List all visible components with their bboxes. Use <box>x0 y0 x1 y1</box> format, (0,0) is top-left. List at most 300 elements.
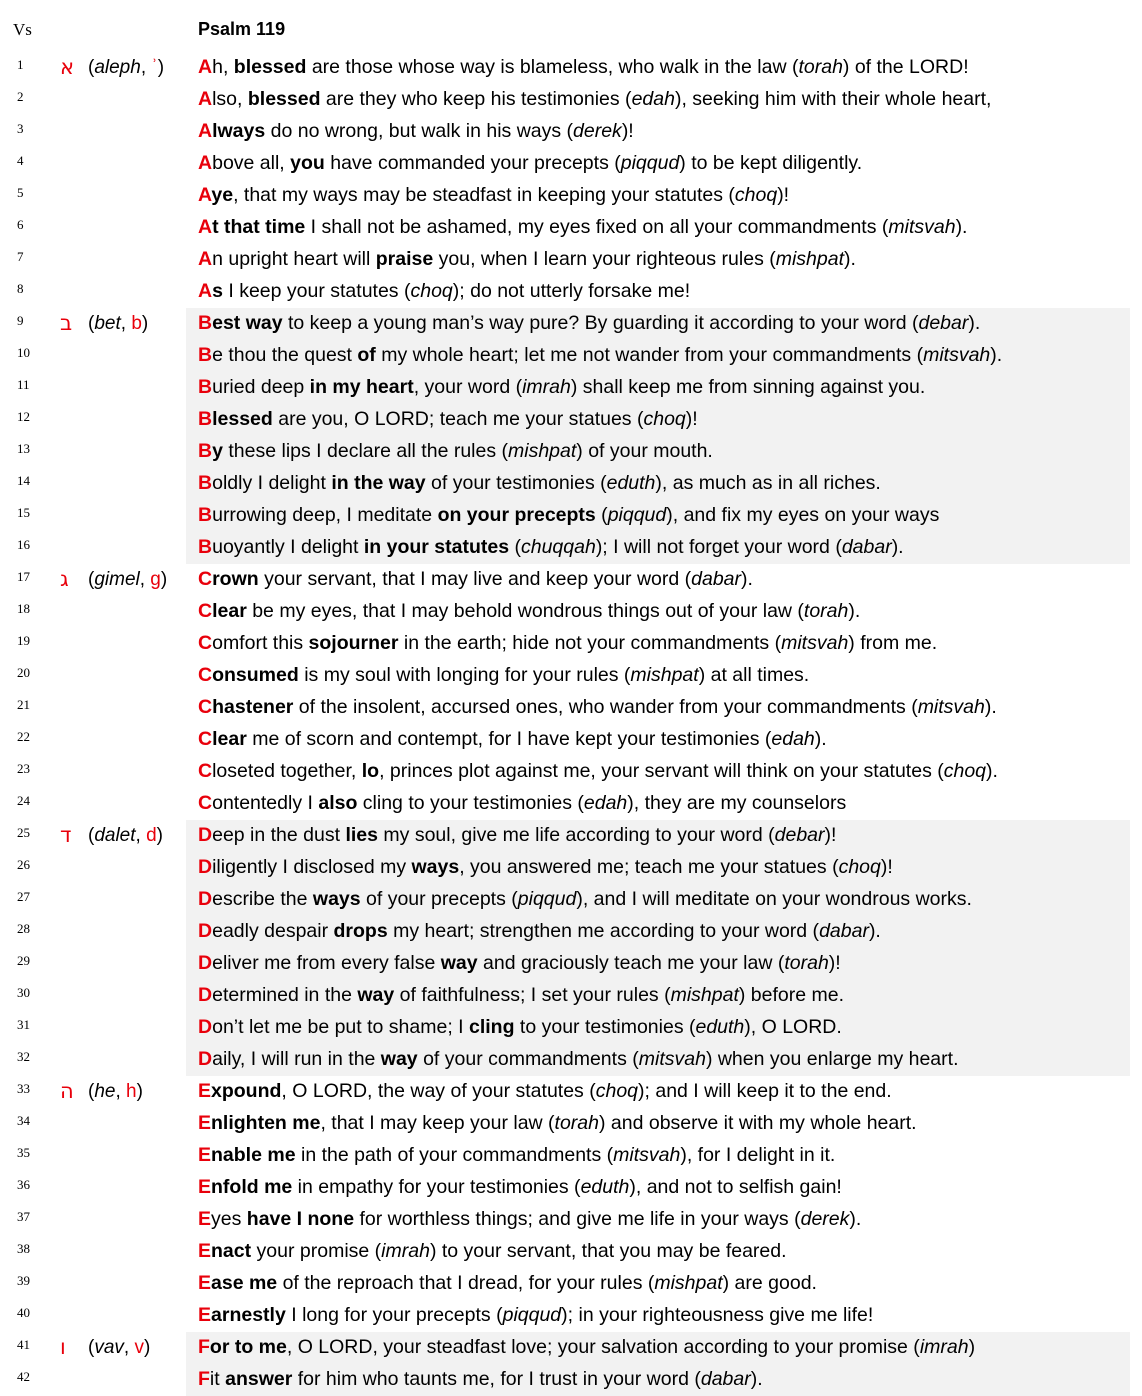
verse-segment: ). <box>984 696 997 718</box>
emphasis-text: of <box>357 344 376 366</box>
verse-segment: ) at all times. <box>698 664 810 686</box>
initial-letter: C <box>198 696 213 718</box>
hebrew-term: choq <box>838 856 881 878</box>
verse-number: 40 <box>17 1305 30 1320</box>
verse-row <box>0 500 1142 532</box>
hebrew-letter: ב <box>60 311 73 335</box>
verse-column-header: Vs <box>13 20 32 39</box>
verse-number: 19 <box>17 633 30 648</box>
verse-segment: n upright heart will <box>212 248 376 270</box>
hebrew-term: dabar <box>841 536 892 558</box>
verse-segment: ), O LORD. <box>744 1016 842 1038</box>
verse-segment: of your precepts ( <box>360 888 518 910</box>
verse-segment: ); and I will keep it to the end. <box>638 1080 892 1102</box>
emphasis-text: xpound <box>211 1080 282 1102</box>
initial-letter: D <box>198 1048 213 1070</box>
verse-segment: ), and fix my eyes on your ways <box>666 504 940 526</box>
hebrew-term: eduth <box>580 1176 630 1198</box>
verse-text <box>198 376 925 399</box>
verse-segment: uried deep <box>212 376 310 398</box>
verse-segment: e thou the quest <box>212 344 358 366</box>
emphasis-text: have I none <box>246 1208 355 1230</box>
emphasis-text: cling <box>468 1016 515 1038</box>
hebrew-term: torah <box>784 952 829 974</box>
hebrew-term: dabar <box>700 1368 751 1390</box>
hebrew-term: imrah <box>919 1336 969 1358</box>
verse-number: 20 <box>17 665 30 680</box>
verse-row <box>0 148 1142 180</box>
verse-number: 7 <box>17 249 24 264</box>
emphasis-text: blessed <box>233 56 307 78</box>
verse-segment: ); in your righteousness give me life! <box>561 1304 874 1326</box>
verse-segment: of your testimonies ( <box>425 472 607 494</box>
initial-letter: A <box>198 184 212 206</box>
verse-text <box>198 280 690 303</box>
initial-letter: E <box>198 1304 212 1326</box>
verse-text <box>198 1208 861 1231</box>
letter-name: bet <box>94 313 121 334</box>
verse-number: 2 <box>17 89 24 104</box>
hebrew-term: torah <box>798 56 843 78</box>
hebrew-term: mishpat <box>654 1272 723 1294</box>
verse-row <box>0 756 1142 788</box>
verse-text <box>198 856 893 879</box>
hebrew-letter: ה <box>60 1079 74 1103</box>
verse-text <box>198 600 860 623</box>
verse-segment: omfort this <box>212 632 309 654</box>
initial-letter: A <box>198 216 213 238</box>
verse-segment: loseted together, <box>212 760 362 782</box>
verse-number: 30 <box>17 985 30 1000</box>
verse-segment: ) are good. <box>722 1272 817 1294</box>
initial-letter: B <box>198 504 213 526</box>
verse-row <box>0 1044 1142 1076</box>
verse-text <box>198 1368 763 1391</box>
verse-row <box>0 852 1142 884</box>
verse-number: 17 <box>17 569 30 584</box>
letter-sound: d <box>146 825 157 846</box>
initial-letter: A <box>198 88 213 110</box>
verse-number: 12 <box>17 409 30 424</box>
verse-number: 39 <box>17 1273 30 1288</box>
verse-row <box>0 628 1142 660</box>
verse-segment: I long for your precepts ( <box>285 1304 503 1326</box>
verse-text <box>198 440 713 463</box>
verse-segment: these lips I declare all the rules ( <box>222 440 509 462</box>
verse-row <box>0 404 1142 436</box>
letter-transliteration: (dalet, d) <box>88 825 163 846</box>
verse-row <box>0 532 1142 564</box>
verse-segment: aily, I will run in the <box>212 1048 381 1070</box>
emphasis-text: arnestly <box>211 1304 286 1326</box>
verse-segment: have commanded your precepts ( <box>324 152 621 174</box>
emphasis-text: nlighten me <box>211 1112 321 1134</box>
verse-row <box>0 1012 1142 1044</box>
hebrew-letter: ו <box>60 1335 66 1359</box>
verse-number: 34 <box>17 1113 30 1128</box>
initial-letter: D <box>198 984 213 1006</box>
verse-segment: ) of your mouth. <box>576 440 713 462</box>
emphasis-text: blessed <box>247 88 321 110</box>
verse-number: 6 <box>17 217 24 232</box>
verse-segment: it <box>209 1368 226 1390</box>
verse-segment: ). <box>968 312 981 334</box>
verse-row <box>0 436 1142 468</box>
hebrew-letter: ג <box>60 567 69 591</box>
verse-text <box>198 1240 787 1263</box>
emphasis-text: lies <box>345 824 378 846</box>
verse-segment: etermined in the <box>212 984 358 1006</box>
verse-segment: ). <box>986 760 998 782</box>
verse-number: 4 <box>17 153 24 168</box>
verse-segment: ), and not to selfish gain! <box>629 1176 842 1198</box>
verse-text <box>198 184 789 207</box>
verse-text <box>198 920 881 943</box>
verse-number: 33 <box>17 1081 30 1096</box>
verse-row <box>0 1364 1142 1396</box>
verse-text <box>198 824 836 847</box>
verse-text <box>198 760 998 783</box>
hebrew-term: choq <box>410 280 453 302</box>
verse-text <box>198 1336 975 1359</box>
verse-segment: ontentedly I <box>212 792 319 814</box>
verse-text <box>198 1304 873 1327</box>
verse-number: 22 <box>17 729 30 744</box>
initial-letter: C <box>198 568 213 590</box>
table-header <box>0 0 1142 58</box>
verse-segment: ) to your servant, that you may be feared. <box>429 1240 787 1262</box>
hebrew-letter: א <box>60 55 75 79</box>
initial-letter: C <box>198 632 213 654</box>
verse-text <box>198 88 991 111</box>
initial-letter: C <box>198 760 213 782</box>
verse-row <box>0 724 1142 756</box>
verse-text <box>198 1080 892 1103</box>
hebrew-term: derek <box>800 1208 850 1230</box>
verse-segment: ), as much as in all riches. <box>655 472 881 494</box>
hebrew-term: eduth <box>606 472 656 494</box>
verse-row <box>0 308 1142 340</box>
verse-text <box>198 1144 835 1167</box>
verse-segment: ( <box>595 504 608 526</box>
initial-letter: B <box>198 472 213 494</box>
hebrew-term: mitsvah <box>923 344 991 366</box>
emphasis-text: t that time <box>212 216 306 238</box>
emphasis-text: sojourner <box>308 632 399 654</box>
verse-segment: , that my ways may be steadfast in keeping your statutes ( <box>233 184 735 206</box>
verse-number: 21 <box>17 697 30 712</box>
verse-segment: )! <box>828 952 841 974</box>
initial-letter: E <box>198 1176 212 1198</box>
verse-text <box>198 1112 917 1135</box>
verse-segment: , O LORD, the way of your statutes ( <box>281 1080 596 1102</box>
verse-segment: ) shall keep me from sinning against you. <box>570 376 926 398</box>
verse-row <box>0 1108 1142 1140</box>
verse-text <box>198 888 972 911</box>
verse-text <box>198 696 997 719</box>
verse-segment: of the reproach that I dread, for your rules ( <box>277 1272 655 1294</box>
verse-segment: do no wrong, but walk in his ways ( <box>265 120 574 142</box>
verse-segment: I shall not be ashamed, my eyes fixed on all your commandments ( <box>305 216 889 238</box>
letter-sound: g <box>150 569 161 590</box>
verse-segment: , you answered me; teach me your statues ( <box>459 856 839 878</box>
initial-letter: B <box>198 408 213 430</box>
verse-segment: )! <box>777 184 790 206</box>
verse-segment: to your testimonies ( <box>514 1016 696 1038</box>
verse-segment: , O LORD, your steadfast love; your salvation according to your promise ( <box>286 1336 920 1358</box>
verse-number: 8 <box>17 281 24 296</box>
verse-segment: ) before me. <box>738 984 845 1006</box>
hebrew-term: mitsvah <box>888 216 956 238</box>
hebrew-term: piqqud <box>502 1304 562 1326</box>
verse-number: 29 <box>17 953 30 968</box>
hebrew-term: piqqud <box>607 504 667 526</box>
letter-transliteration: (vav, v) <box>88 1337 151 1358</box>
verse-text <box>198 1176 842 1199</box>
verse-segment: eep in the dust <box>212 824 346 846</box>
verse-number: 28 <box>17 921 30 936</box>
initial-letter: D <box>198 888 213 910</box>
verse-segment: urrowing deep, I meditate <box>212 504 438 526</box>
verse-row <box>0 340 1142 372</box>
hebrew-term: imrah <box>522 376 571 398</box>
initial-letter: E <box>198 1112 212 1134</box>
emphasis-text: nable me <box>211 1144 296 1166</box>
initial-letter: C <box>198 664 213 686</box>
verse-segment: , that I may keep your law ( <box>320 1112 555 1134</box>
verse-segment: is my soul with longing for your rules ( <box>298 664 631 686</box>
verse-segment: ). <box>848 600 861 622</box>
initial-letter: B <box>198 376 213 398</box>
verse-segment: of faithfulness; I set your rules ( <box>394 984 671 1006</box>
initial-letter: E <box>198 1272 212 1294</box>
verse-segment: eadly despair <box>212 920 334 942</box>
verse-number: 3 <box>17 121 24 136</box>
emphasis-text: you <box>290 152 325 174</box>
hebrew-term: debar <box>918 312 969 334</box>
hebrew-term: mishpat <box>670 984 739 1006</box>
emphasis-text: in my heart <box>309 376 414 398</box>
letter-transliteration: (aleph, ʾ) <box>88 57 165 78</box>
letter-sound: h <box>126 1081 137 1102</box>
verse-segment: uoyantly I delight <box>212 536 364 558</box>
emphasis-text: also <box>318 792 358 814</box>
verse-number: 26 <box>17 857 30 872</box>
verse-text <box>198 728 827 751</box>
verse-segment: my heart; strengthen me according to your word ( <box>387 920 820 942</box>
verse-row <box>0 1236 1142 1268</box>
hebrew-term: edah <box>631 88 675 110</box>
verse-row <box>0 468 1142 500</box>
verse-text <box>198 1016 842 1039</box>
emphasis-text: in the way <box>331 472 426 494</box>
hebrew-term: dabar <box>691 568 742 590</box>
verse-row <box>0 1172 1142 1204</box>
hebrew-term: torah <box>803 600 849 622</box>
initial-letter: D <box>198 824 213 846</box>
verse-segment: are they who keep his testimonies ( <box>320 88 632 110</box>
hebrew-term: edah <box>583 792 628 814</box>
verse-number: 41 <box>17 1337 30 1352</box>
verse-segment: ) to be kept diligently. <box>679 152 863 174</box>
verse-segment: )! <box>824 824 837 846</box>
verse-segment: )! <box>880 856 893 878</box>
verse-segment: you, when I learn your righteous rules ( <box>433 248 776 270</box>
hebrew-term: torah <box>554 1112 599 1134</box>
verse-row <box>0 244 1142 276</box>
verse-number: 10 <box>17 345 30 360</box>
verse-number: 16 <box>17 537 30 552</box>
hebrew-term: mitsvah <box>638 1048 706 1070</box>
initial-letter: E <box>198 1144 212 1166</box>
initial-letter: C <box>198 728 213 750</box>
verse-text <box>198 792 846 815</box>
verse-segment: oldly I delight <box>212 472 332 494</box>
verse-number: 31 <box>17 1017 30 1032</box>
emphasis-text: ase me <box>211 1272 278 1294</box>
verse-segment: ) of the LORD! <box>842 56 969 78</box>
hebrew-term: eduth <box>695 1016 745 1038</box>
hebrew-term: mitsvah <box>613 1144 681 1166</box>
initial-letter: A <box>198 152 213 174</box>
verse-segment: ). <box>868 920 881 942</box>
emphasis-text: drops <box>333 920 388 942</box>
hebrew-term: derek <box>573 120 622 142</box>
verse-number: 14 <box>17 473 30 488</box>
emphasis-text: on your precepts <box>437 504 596 526</box>
initial-letter: E <box>198 1080 212 1102</box>
verse-segment: eliver me from every false <box>212 952 441 974</box>
verse-segment: and graciously teach me your law ( <box>477 952 785 974</box>
verse-segment: , princes plot against me, your servant will think on your statutes ( <box>379 760 944 782</box>
verse-segment: are you, O LORD; teach me your statues ( <box>272 408 644 430</box>
verse-segment: )! <box>685 408 698 430</box>
verse-text <box>198 248 856 271</box>
hebrew-term: choq <box>734 184 778 206</box>
initial-letter: C <box>198 792 213 814</box>
verse-segment: in the path of your commandments ( <box>295 1144 614 1166</box>
hebrew-term: mitsvah <box>917 696 985 718</box>
emphasis-text: ways <box>312 888 361 910</box>
verse-number: 35 <box>17 1145 30 1160</box>
verse-segment: of your commandments ( <box>417 1048 639 1070</box>
verse-segment: ). <box>750 1368 763 1390</box>
verse-segment: your promise ( <box>251 1240 382 1262</box>
verse-segment: me of scorn and contempt, for I have kept your testimonies ( <box>246 728 772 750</box>
verse-row <box>0 660 1142 692</box>
letter-sound: ʾ <box>151 57 158 78</box>
verse-segment: are those whose way is blameless, who walk in the law ( <box>306 56 799 78</box>
hebrew-term: choq <box>643 408 686 430</box>
verse-number: 13 <box>17 441 30 456</box>
verse-segment: , your word ( <box>413 376 523 398</box>
verse-segment: ), and I will meditate on your wondrous works. <box>576 888 972 910</box>
page-title: Psalm 119 <box>198 19 286 39</box>
hebrew-term: mitsvah <box>781 632 849 654</box>
verse-text <box>198 216 967 239</box>
verse-segment: ). <box>814 728 827 750</box>
verse-text <box>198 568 753 591</box>
verse-row <box>0 980 1142 1012</box>
verse-text <box>198 504 939 527</box>
verse-text <box>198 312 980 335</box>
verse-row <box>0 276 1142 308</box>
verse-segment: ), seeking him with their whole heart, <box>674 88 992 110</box>
emphasis-text: y <box>212 440 223 462</box>
verse-segment: ); I will not forget your word ( <box>595 536 842 558</box>
emphasis-text: rown <box>212 568 259 590</box>
initial-letter: B <box>198 440 213 462</box>
verse-row <box>0 180 1142 212</box>
verse-number: 27 <box>17 889 30 904</box>
verse-segment: ); do not utterly forsake me! <box>452 280 691 302</box>
verse-segment: ) and observe it with my whole heart. <box>599 1112 917 1134</box>
initial-letter: E <box>198 1208 212 1230</box>
emphasis-text: praise <box>375 248 434 270</box>
hebrew-term: choq <box>943 760 987 782</box>
hebrew-term: chuqqah <box>520 536 596 558</box>
verse-segment: for him who taunts me, for I trust in your word ( <box>292 1368 701 1390</box>
letter-transliteration: (bet, b) <box>88 313 149 334</box>
verse-row <box>0 52 1142 84</box>
verse-row <box>0 596 1142 628</box>
verse-number: 25 <box>17 825 30 840</box>
emphasis-text: lessed <box>212 408 273 430</box>
verse-row <box>0 1204 1142 1236</box>
initial-letter: D <box>198 1016 213 1038</box>
verse-segment: I keep your statutes ( <box>222 280 411 302</box>
verse-row <box>0 1300 1142 1332</box>
initial-letter: A <box>198 56 213 78</box>
verse-text <box>198 472 881 495</box>
emphasis-text: way <box>357 984 395 1006</box>
verse-segment: h, <box>212 56 234 78</box>
letter-sound: b <box>131 313 142 334</box>
initial-letter: F <box>198 1368 210 1390</box>
hebrew-term: mishpat <box>630 664 699 686</box>
verse-number: 37 <box>17 1209 30 1224</box>
verse-row <box>0 372 1142 404</box>
verse-segment: to keep a young man’s way pure? By guarding it according to your word ( <box>282 312 919 334</box>
emphasis-text: lear <box>212 600 247 622</box>
verse-segment: of the insolent, accursed ones, who wander from your commandments ( <box>293 696 918 718</box>
verse-row <box>0 884 1142 916</box>
hebrew-letter: ד <box>60 823 72 847</box>
verse-number: 36 <box>17 1177 30 1192</box>
verse-row <box>0 1140 1142 1172</box>
verse-segment: in empathy for your testimonies ( <box>292 1176 581 1198</box>
verse-text <box>198 56 969 79</box>
letter-name: gimel <box>94 569 140 590</box>
initial-letter: A <box>198 120 213 142</box>
initial-letter: D <box>198 920 213 942</box>
verse-segment: ) <box>968 1336 976 1358</box>
verse-segment: )! <box>621 120 634 142</box>
initial-letter: C <box>198 600 213 622</box>
verse-segment: ). <box>891 536 904 558</box>
emphasis-text: in your statutes <box>363 536 510 558</box>
verse-segment: cling to your testimonies ( <box>357 792 584 814</box>
psalm-table <box>0 52 1142 1396</box>
verse-number: 9 <box>17 313 24 328</box>
initial-letter: B <box>198 536 213 558</box>
emphasis-text: nfold me <box>211 1176 293 1198</box>
hebrew-term: edah <box>771 728 815 750</box>
verse-row <box>0 820 1142 852</box>
verse-text <box>198 536 904 559</box>
verse-row <box>0 692 1142 724</box>
letter-name: aleph <box>94 57 141 78</box>
